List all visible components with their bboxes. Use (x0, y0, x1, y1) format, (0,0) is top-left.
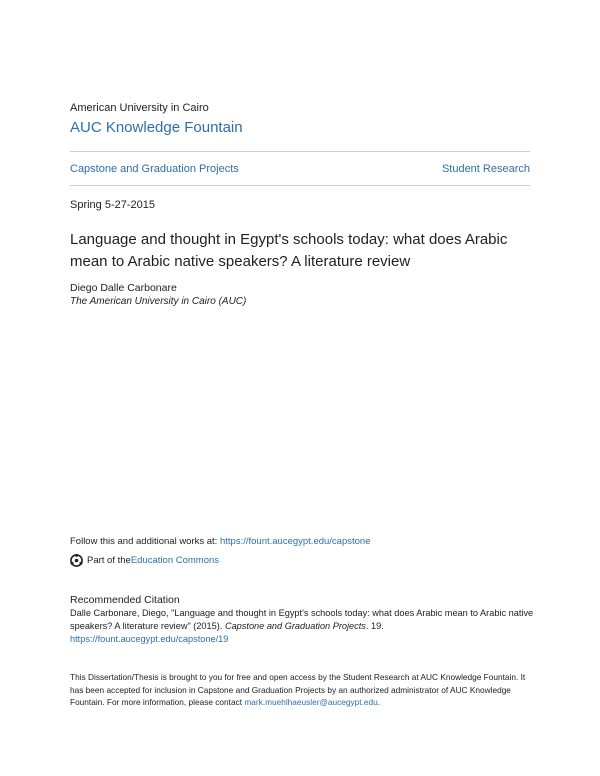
citation-number: . 19. (365, 621, 384, 631)
divider-bottom (70, 185, 530, 186)
capstone-url-link[interactable]: https://fount.aucegypt.edu/capstone (219, 536, 371, 547)
disclaimer-text (70, 671, 540, 709)
citation-url-link[interactable]: https://fount.aucegypt.edu/capstone/19 (70, 634, 229, 644)
student-research-link[interactable]: Student Research (441, 163, 530, 175)
divider-top (70, 151, 530, 152)
collection-link[interactable]: Capstone and Graduation Projects (70, 163, 239, 175)
follow-prefix: Follow this and additional works at: (70, 536, 220, 547)
publication-date: Spring 5-27-2015 (70, 199, 156, 211)
repository-name[interactable]: AUC Knowledge Fountain (70, 119, 243, 136)
citation-series: Capstone and Graduation Projects (224, 621, 366, 631)
disclaimer-end: . (377, 697, 381, 707)
citation-text (70, 607, 535, 646)
author-name: Diego Dalle Carbonare (70, 282, 177, 294)
education-commons-link[interactable]: Education Commons (130, 555, 220, 566)
part-of-prefix: Part of the (87, 555, 131, 566)
part-of-line (70, 554, 219, 567)
document-title: Language and thought in Egypt's schools today: what does Arabic mean to Arabic native speakers? A literature review (70, 231, 508, 270)
citation-heading: Recommended Citation (70, 594, 180, 606)
citation-body: Dalle Carbonare, Diego, "Language and thought in Egypt's schools today: what does Arabic mean to Arabic native speakers? A literature review" (2015). (70, 608, 534, 631)
follow-line (70, 536, 371, 547)
contact-email-link[interactable]: mark.muehlhaeusler@aucegypt.edu (244, 697, 378, 707)
author-affiliation: The American University in Cairo (AUC) (70, 296, 247, 307)
institution-name: American University in Cairo (70, 102, 209, 114)
commons-network-icon (70, 554, 83, 567)
disclaimer-body: This Dissertation/Thesis is brought to you for free and open access by the Student Research at AUC Knowledge Fountain. It has been accepted for inclusion in Capstone and Graduation Projects by an authorized administrator of AUC Knowledge Fountain. For more information, please contact (70, 672, 526, 707)
